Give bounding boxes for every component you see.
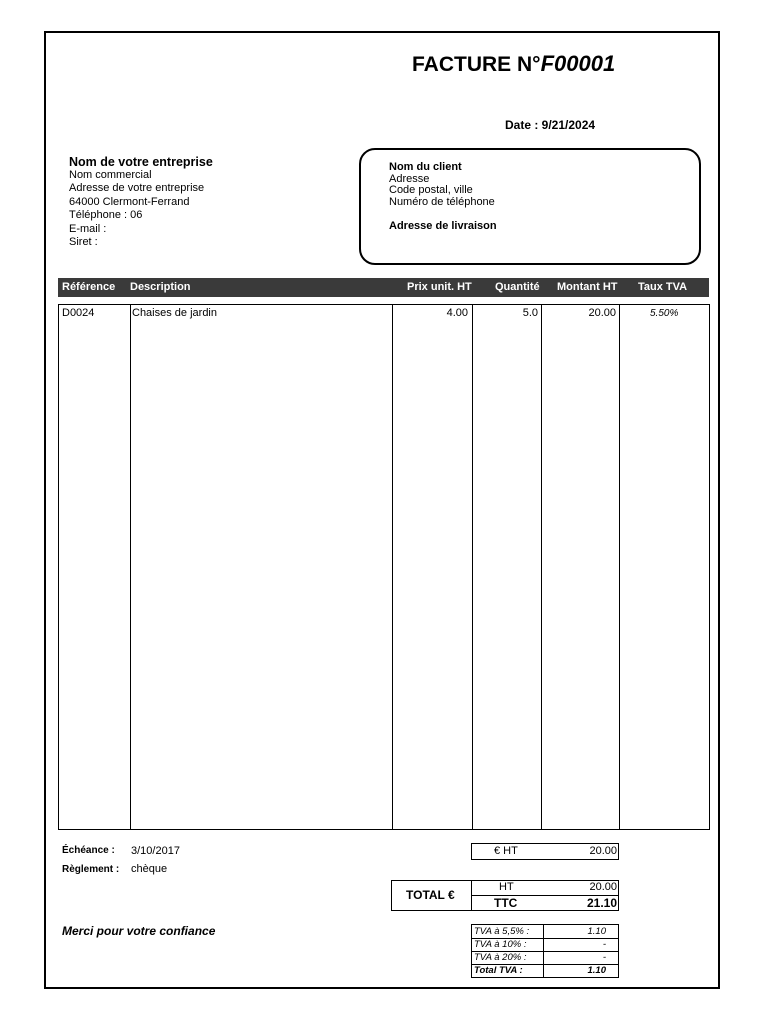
company-line: 64000 Clermont-Ferrand [69, 195, 190, 208]
client-line: Numéro de téléphone [389, 196, 495, 209]
vat-row-label: TVA à 5,5% : [474, 926, 530, 937]
total-ht-value: 20.00 [589, 881, 617, 893]
vat-row [472, 938, 618, 952]
company-block [69, 155, 213, 249]
header-reference: Référence [62, 281, 116, 293]
vat-row-value: 1.10 [587, 926, 606, 937]
client-name: Nom du client [389, 161, 462, 173]
row-unit-price: 4.00 [446, 307, 468, 319]
vat-row-label: TVA à 10% : [474, 939, 527, 950]
vat-row-value: - [602, 952, 606, 963]
company-line: Adresse de votre entreprise [69, 182, 205, 195]
client-line: Adresse [389, 172, 430, 185]
delivery-address-label: Adresse de livraison [389, 219, 497, 232]
header-unit-price: Prix unit. HT [407, 281, 472, 293]
header-amount: Montant HT [557, 281, 618, 293]
row-quantity: 5.0 [522, 307, 538, 319]
subtotal-ht-value: 20.00 [589, 845, 617, 857]
row-vat-rate: 5.50% [650, 308, 679, 319]
invoice-title-prefix: FACTURE N° [412, 53, 541, 76]
vat-row-value: - [602, 939, 606, 950]
total-values-box [471, 880, 619, 911]
company-name: Nom de votre entreprise [69, 155, 213, 169]
client-line: Code postal, ville [389, 184, 473, 197]
ttc-label: TTC [494, 896, 518, 910]
vat-summary-table [471, 924, 619, 978]
header-quantity: Quantité [495, 281, 540, 293]
payment-method-label: Règlement : [62, 864, 120, 875]
vat-row [472, 951, 618, 965]
table-header [58, 278, 709, 297]
company-line: Téléphone : 06 [69, 209, 143, 222]
company-line: Siret : [69, 236, 98, 249]
subtotal-ht-box [471, 843, 619, 860]
thank-you-message: Merci pour votre confiance [62, 924, 216, 938]
row-amount: 20.00 [588, 307, 616, 319]
subtotal-ht-label: € HT [494, 845, 518, 857]
vat-total-value: 1.10 [587, 965, 606, 976]
payment-method-value: chèque [131, 863, 168, 875]
row-description: Chaises de jardin [132, 307, 217, 319]
invoice-date: Date : 9/21/2024 [505, 118, 596, 132]
invoice-title [412, 51, 615, 77]
vat-row [472, 925, 618, 939]
items-table [58, 304, 710, 830]
vat-total-label: Total TVA : [474, 965, 523, 976]
company-line: E-mail : [69, 222, 107, 235]
total-ht-label: HT [499, 881, 514, 893]
header-vat-rate: Taux TVA [638, 281, 688, 293]
total-label-box [391, 880, 472, 911]
company-line: Nom commercial [69, 169, 152, 181]
client-block [389, 162, 497, 233]
due-date-label: Échéance : [62, 845, 115, 856]
total-label: TOTAL € [406, 888, 455, 902]
header-description: Description [130, 281, 191, 293]
vat-row-label: TVA à 20% : [474, 952, 527, 963]
vat-total-row [472, 964, 618, 977]
ttc-value: 21.10 [586, 896, 617, 910]
row-reference: D0024 [62, 307, 95, 319]
due-date-value: 3/10/2017 [131, 845, 180, 857]
invoice-number: F00001 [540, 51, 616, 76]
